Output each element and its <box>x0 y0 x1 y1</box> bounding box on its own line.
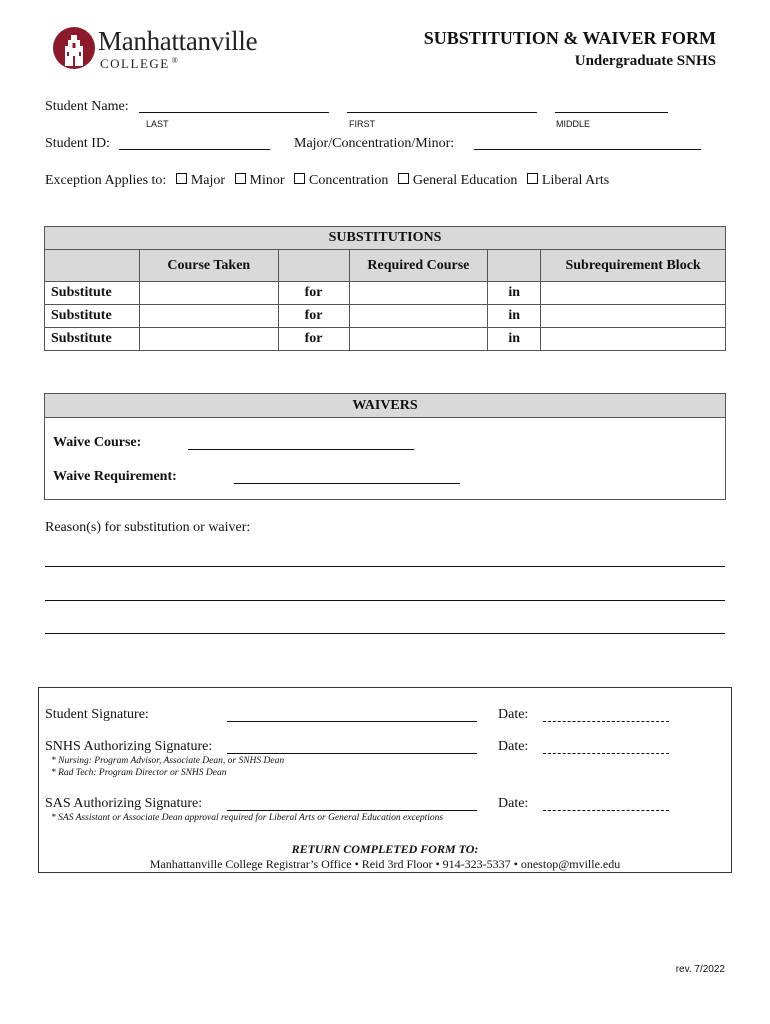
major-option: Major <box>190 173 226 188</box>
exception-row <box>45 173 609 189</box>
logo-college <box>100 56 179 72</box>
required-course-header: Required Course <box>349 250 488 282</box>
sas-date-label: Date: <box>498 796 529 811</box>
substitutions-title: SUBSTITUTIONS <box>45 227 726 250</box>
return-address: Manhattanville College Registrar’s Office • Reid 3rd Floor • 914-323-5337 • onestop@mville.edu <box>149 857 621 871</box>
form-title: SUBSTITUTION & WAIVER FORM <box>423 28 716 48</box>
subrequirement-block-cell[interactable] <box>541 305 726 328</box>
revision-date: rev. 7/2022 <box>675 964 725 975</box>
substitute-label: Substitute <box>45 282 140 305</box>
sas-signature-label: SAS Authorizing Signature: <box>45 796 203 811</box>
required-course-cell[interactable] <box>349 282 488 305</box>
in-label: in <box>488 305 541 328</box>
course-taken-cell[interactable] <box>139 305 278 328</box>
student-id-field[interactable] <box>119 149 270 150</box>
for-label: for <box>278 305 349 328</box>
substitute-label: Substitute <box>45 305 140 328</box>
waive-requirement-label: Waive Requirement: <box>53 469 177 484</box>
general-education-checkbox[interactable] <box>398 173 409 184</box>
snhs-date-label: Date: <box>498 739 529 754</box>
liberal-arts-checkbox[interactable] <box>527 173 538 184</box>
for-label: for <box>278 282 349 305</box>
first-sublabel: FIRST <box>349 119 375 129</box>
middle-name-field[interactable] <box>555 112 668 113</box>
college-seal-logo <box>52 26 96 70</box>
last-sublabel: LAST <box>146 119 169 129</box>
sas-signature-field[interactable] <box>227 810 477 811</box>
for-label: for <box>278 328 349 351</box>
snhs-note-radtech: * Rad Tech: Program Director or SNHS Dean <box>51 768 227 778</box>
snhs-date-field[interactable] <box>543 753 669 754</box>
table-row <box>45 282 726 305</box>
major-field[interactable] <box>474 149 701 150</box>
last-name-field[interactable] <box>139 112 329 113</box>
student-date-field[interactable] <box>543 721 669 722</box>
waive-course-label: Waive Course: <box>53 435 142 450</box>
liberal-arts-option: Liberal Arts <box>541 173 610 188</box>
reason-label: Reason(s) for substitution or waiver: <box>45 520 251 535</box>
major-label: Major/Concentration/Minor: <box>294 136 455 151</box>
subrequirement-block-cell[interactable] <box>541 328 726 351</box>
student-date-label: Date: <box>498 707 529 722</box>
major-checkbox[interactable] <box>176 173 187 184</box>
student-signature-field[interactable] <box>227 721 477 722</box>
sas-note: * SAS Assistant or Associate Dean approval required for Liberal Arts or General Education exceptions <box>51 813 444 823</box>
header-blank-1 <box>45 250 140 282</box>
in-label: in <box>488 282 541 305</box>
logo-registered-mark: ® <box>171 56 180 65</box>
signature-box <box>38 687 732 873</box>
snhs-note-nursing: * Nursing: Program Advisor, Associate Dean, or SNHS Dean <box>51 756 285 766</box>
snhs-signature-field[interactable] <box>227 753 477 754</box>
concentration-option: Concentration <box>309 173 389 188</box>
in-label: in <box>488 328 541 351</box>
waivers-title: WAIVERS <box>45 394 725 418</box>
header-blank-3 <box>488 250 541 282</box>
exception-label: Exception Applies to: <box>45 173 167 188</box>
middle-sublabel: MIDDLE <box>556 119 591 129</box>
header-blank-2 <box>278 250 349 282</box>
waive-course-field[interactable] <box>188 449 414 450</box>
subrequirement-block-header: Subrequirement Block <box>541 250 726 282</box>
waive-requirement-field[interactable] <box>234 483 460 484</box>
substitute-label: Substitute <box>45 328 140 351</box>
reason-line-2[interactable] <box>45 600 725 601</box>
subrequirement-block-cell[interactable] <box>541 282 726 305</box>
student-signature-label: Student Signature: <box>45 707 149 722</box>
minor-checkbox[interactable] <box>235 173 246 184</box>
course-taken-header: Course Taken <box>139 250 278 282</box>
required-course-cell[interactable] <box>349 328 488 351</box>
table-row <box>45 328 726 351</box>
return-label: RETURN COMPLETED FORM TO: <box>291 842 479 856</box>
course-taken-cell[interactable] <box>139 282 278 305</box>
course-taken-cell[interactable] <box>139 328 278 351</box>
substitutions-table <box>44 226 726 351</box>
required-course-cell[interactable] <box>349 305 488 328</box>
reason-line-1[interactable] <box>45 566 725 567</box>
reason-line-3[interactable] <box>45 633 725 634</box>
sas-date-field[interactable] <box>543 810 669 811</box>
snhs-signature-label: SNHS Authorizing Signature: <box>45 739 213 754</box>
form-subtitle: Undergraduate SNHS <box>574 53 716 69</box>
concentration-checkbox[interactable] <box>294 173 305 184</box>
general-education-option: General Education <box>412 173 518 188</box>
student-name-label: Student Name: <box>45 99 129 114</box>
waivers-box <box>44 393 726 500</box>
first-name-field[interactable] <box>347 112 537 113</box>
logo-college-text: COLLEGE <box>100 56 170 71</box>
logo-name: Manhattanville <box>98 26 258 56</box>
minor-option: Minor <box>249 173 285 188</box>
student-id-label: Student ID: <box>45 136 110 151</box>
table-row <box>45 305 726 328</box>
